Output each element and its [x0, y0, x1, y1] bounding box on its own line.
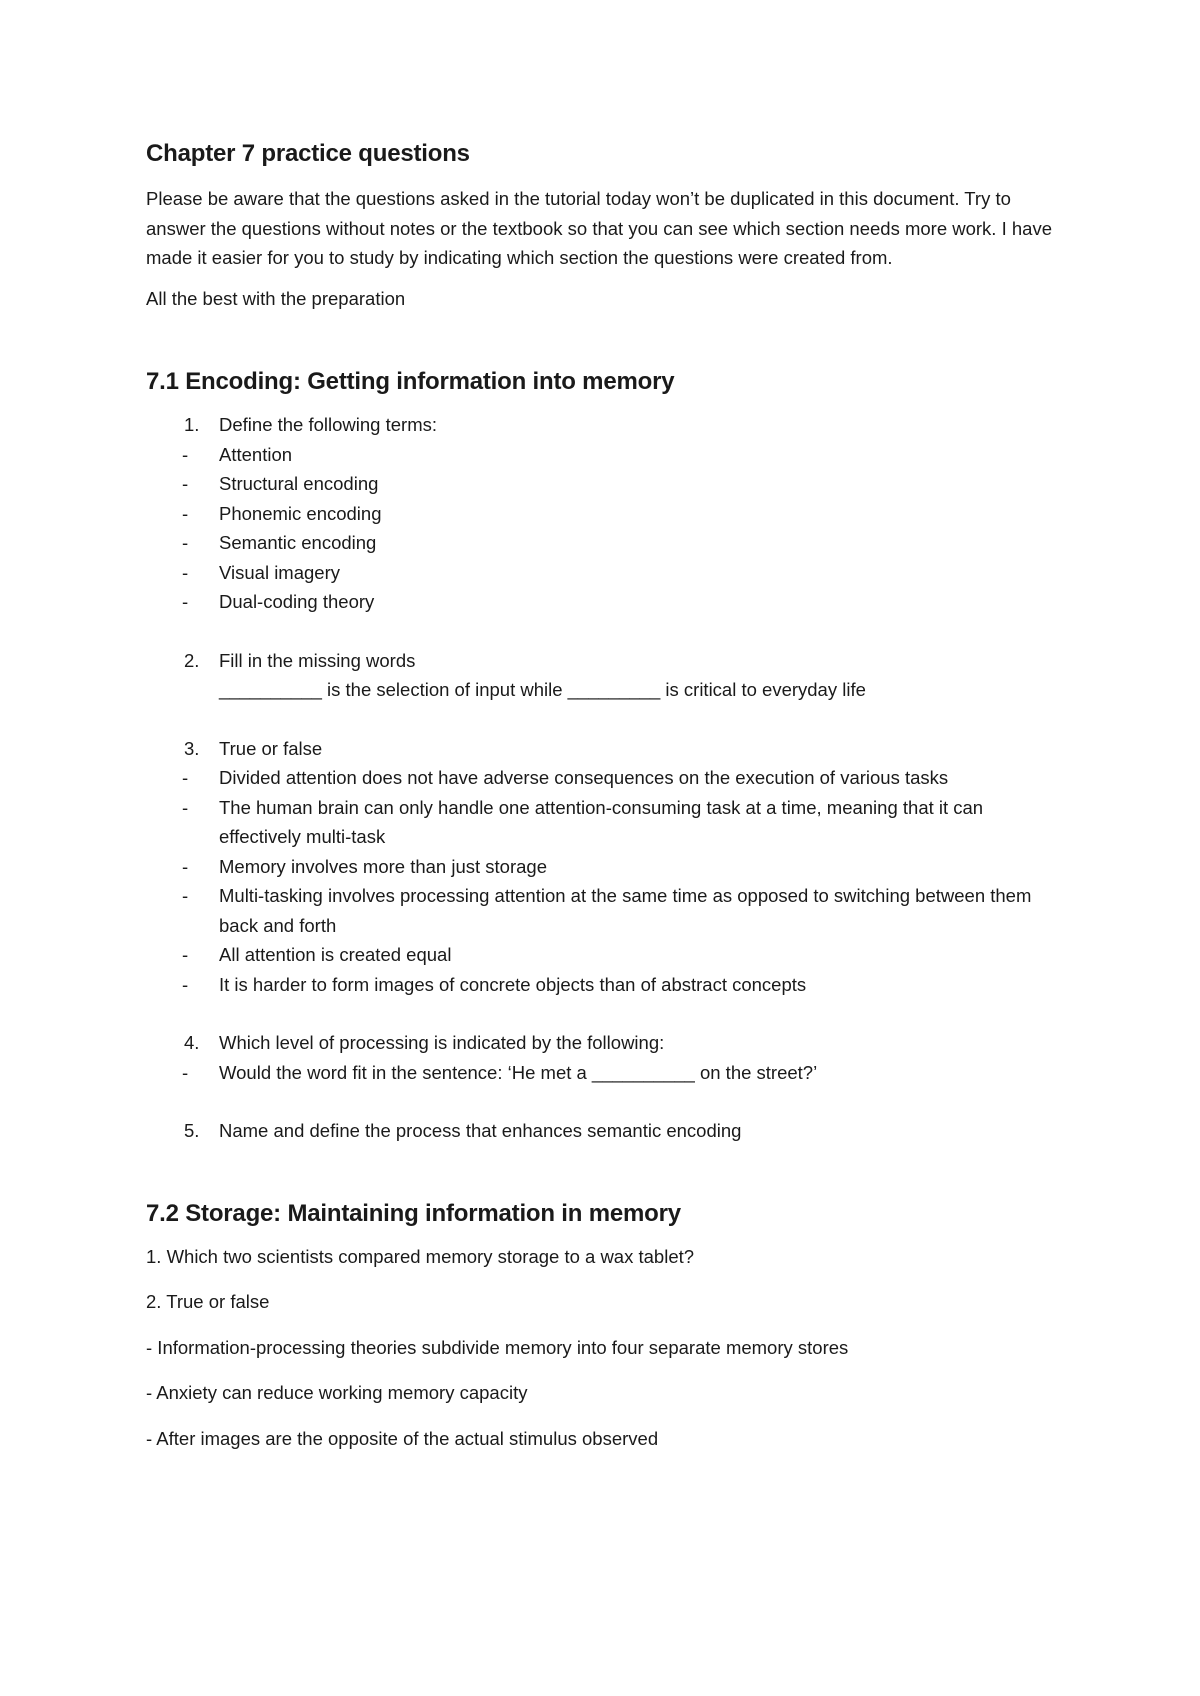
list-item: - Semantic encoding — [182, 532, 377, 553]
storage-line: 1. Which two scientists compared memory storage to a wax tablet? — [146, 1245, 695, 1267]
question-text: Which level of processing is indicated by the following: — [219, 1032, 665, 1053]
question-number: 5. — [184, 1120, 200, 1141]
question-4 — [146, 1028, 1066, 1087]
section-heading-7-2: 7.2 Storage: Maintaining information in memory — [146, 1199, 681, 1227]
question-2 — [146, 646, 1066, 705]
list-item: - All attention is created equal — [182, 944, 452, 965]
question-text: Fill in the missing words — [219, 649, 416, 671]
closing-line: All the best with the preparation — [146, 287, 406, 309]
intro-paragraph: Please be aware that the questions asked in the tutorial today won’t be duplicated in this document. Try to answer the questions without notes or the textbook so that you can see which section needs more work. I have made it easier for you to study by indicating which section the questions were created from. — [146, 188, 1052, 268]
section-heading-7-1: 7.1 Encoding: Getting information into memory — [146, 368, 675, 395]
question-text: Define the following terms: — [219, 414, 437, 435]
fill-in-line: __________ is the selection of input while _________ is critical to everyday life — [219, 679, 866, 700]
list-item: - The human brain can only handle one attention-consuming task at a time, meaning that it can effectively multi-task — [182, 796, 984, 847]
storage-line: - After images are the opposite of the actual stimulus observed — [146, 1427, 659, 1449]
question-text: True or false — [219, 737, 323, 759]
question-1 — [146, 410, 1066, 617]
question-3 — [146, 734, 1066, 1000]
term-list — [182, 440, 1066, 617]
question-number: 4. — [184, 1032, 200, 1053]
page-title: Chapter 7 practice questions — [146, 140, 470, 167]
storage-line: 2. True or false — [146, 1291, 270, 1312]
statement-list — [182, 763, 1066, 999]
list-item: - Dual-coding theory — [182, 591, 375, 612]
storage-line: - Anxiety can reduce working memory capacity — [146, 1382, 528, 1403]
list-item: - It is harder to form images of concrete objects than of abstract concepts — [182, 973, 807, 995]
question-number: 2. — [184, 649, 200, 671]
list-item: - Visual imagery — [182, 561, 340, 583]
list-item: - Memory involves more than just storage — [182, 855, 547, 877]
document-page — [146, 140, 1066, 1469]
example-list — [182, 1058, 1066, 1088]
list-item: - Phonemic encoding — [182, 502, 382, 524]
list-item: - Would the word fit in the sentence: ‘He met a __________ on the street?’ — [182, 1061, 818, 1083]
list-item: - Attention — [182, 443, 293, 465]
question-number: 1. — [184, 414, 200, 435]
list-item: - Structural encoding — [182, 473, 379, 494]
list-item: - Multi-tasking involves processing attention at the same time as opposed to switching between them back and forth — [182, 885, 1032, 936]
list-item: - Divided attention does not have adverse consequences on the execution of various tasks — [182, 767, 949, 788]
storage-line: - Information-processing theories subdivide memory into four separate memory stores — [146, 1336, 849, 1358]
question-5 — [146, 1116, 1066, 1146]
question-text: Name and define the process that enhances semantic encoding — [219, 1120, 742, 1141]
question-number: 3. — [184, 737, 200, 759]
